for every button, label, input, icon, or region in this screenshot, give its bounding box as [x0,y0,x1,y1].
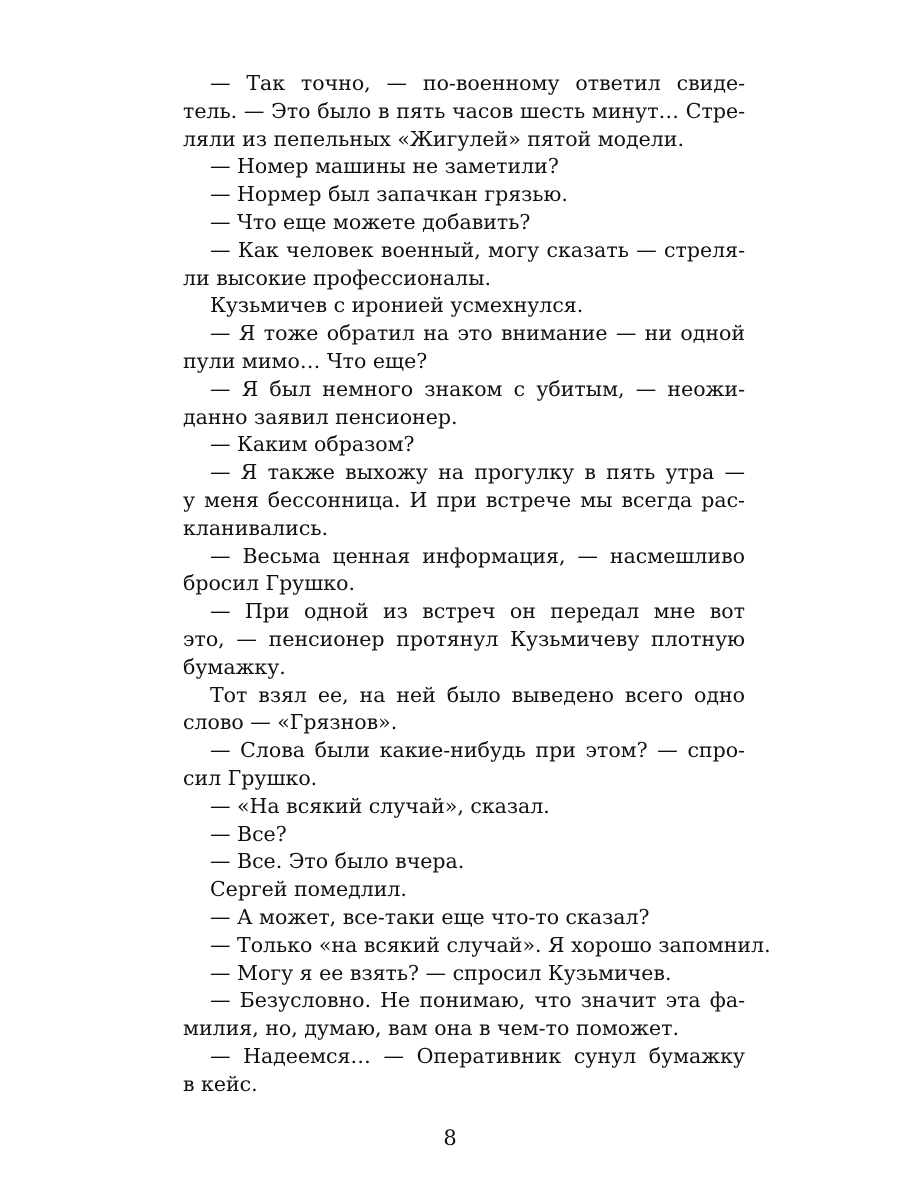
text-line: Кузьмичев с иронией усмехнулся. [210,293,584,318]
text-line: кланивались. [183,515,328,540]
text-line: сил Грушко. [183,765,318,790]
text-line: — «На всякий случай», сказал. [210,793,550,818]
text-line: у меня бессонница. И при встрече мы всегда рас- [183,487,745,512]
text-line: бросил Грушко. [183,571,355,596]
text-line: данно заявил пенсионер. [183,404,458,429]
text-line: — Я также выхожу на прогулку в пять утра — [210,460,745,485]
text-line: это, — пенсионер протянул Кузьмичеву плотную [183,626,745,651]
text-line: милия, но, думаю, вам она в чем-то поможет. [183,1016,679,1041]
text-line: Тот взял ее, на ней было выведено всего одно [210,682,745,707]
text-line: — Как человек военный, могу сказать — стреля- [210,237,745,262]
text-line: — Все? [210,821,287,846]
text-line: ляли из пепельных «Жигулей» пятой модели. [183,126,684,151]
text-line: — Номер машины не заметили? [210,154,559,179]
text-line: — Я был немного знаком с убитым, — неожи- [210,376,745,401]
text-line: Сергей помедлил. [210,877,407,902]
text-line: — Весьма ценная информация, — насмешливо [210,543,745,568]
text-line: в кейс. [183,1071,258,1096]
text-line: — Я тоже обратил на это внимание — ни одной [210,321,745,346]
body-text [183,70,771,1098]
text-line: — Безусловно. Не понимаю, что значит эта фа- [210,988,745,1013]
text-line: — При одной из встреч он передал мне вот [210,599,745,624]
text-line: — Могу я ее взять? — спросил Кузьмичев. [210,960,672,985]
text-line: — Все. Это было вчера. [210,849,465,874]
text-line: — Только «на всякий случай». Я хорошо запомнил. [210,932,771,957]
text-line: ли высокие профессионалы. [183,265,492,290]
text-line: — Что еще можете добавить? [210,209,531,234]
text-line: — Слова были какие-нибудь при этом? — спро- [210,738,745,763]
text-line: пули мимо… Что еще? [183,348,428,373]
text-line: тель. — Это было в пять часов шесть минут… Стре- [183,98,745,123]
text-line: — Так точно, — по-военному ответил свиде- [210,71,745,95]
page-number: 8 [443,1126,457,1150]
text-line: — Каким образом? [210,432,415,457]
text-line: — Нормер был запачкан грязью. [210,182,568,207]
text-line: слово — «Грязнов». [183,710,398,735]
text-line: бумажку. [183,654,286,679]
text-line: — Надеемся… — Оперативник сунул бумажку [210,1043,745,1068]
text-line: — А может, все-таки еще что-то сказал? [210,904,650,929]
